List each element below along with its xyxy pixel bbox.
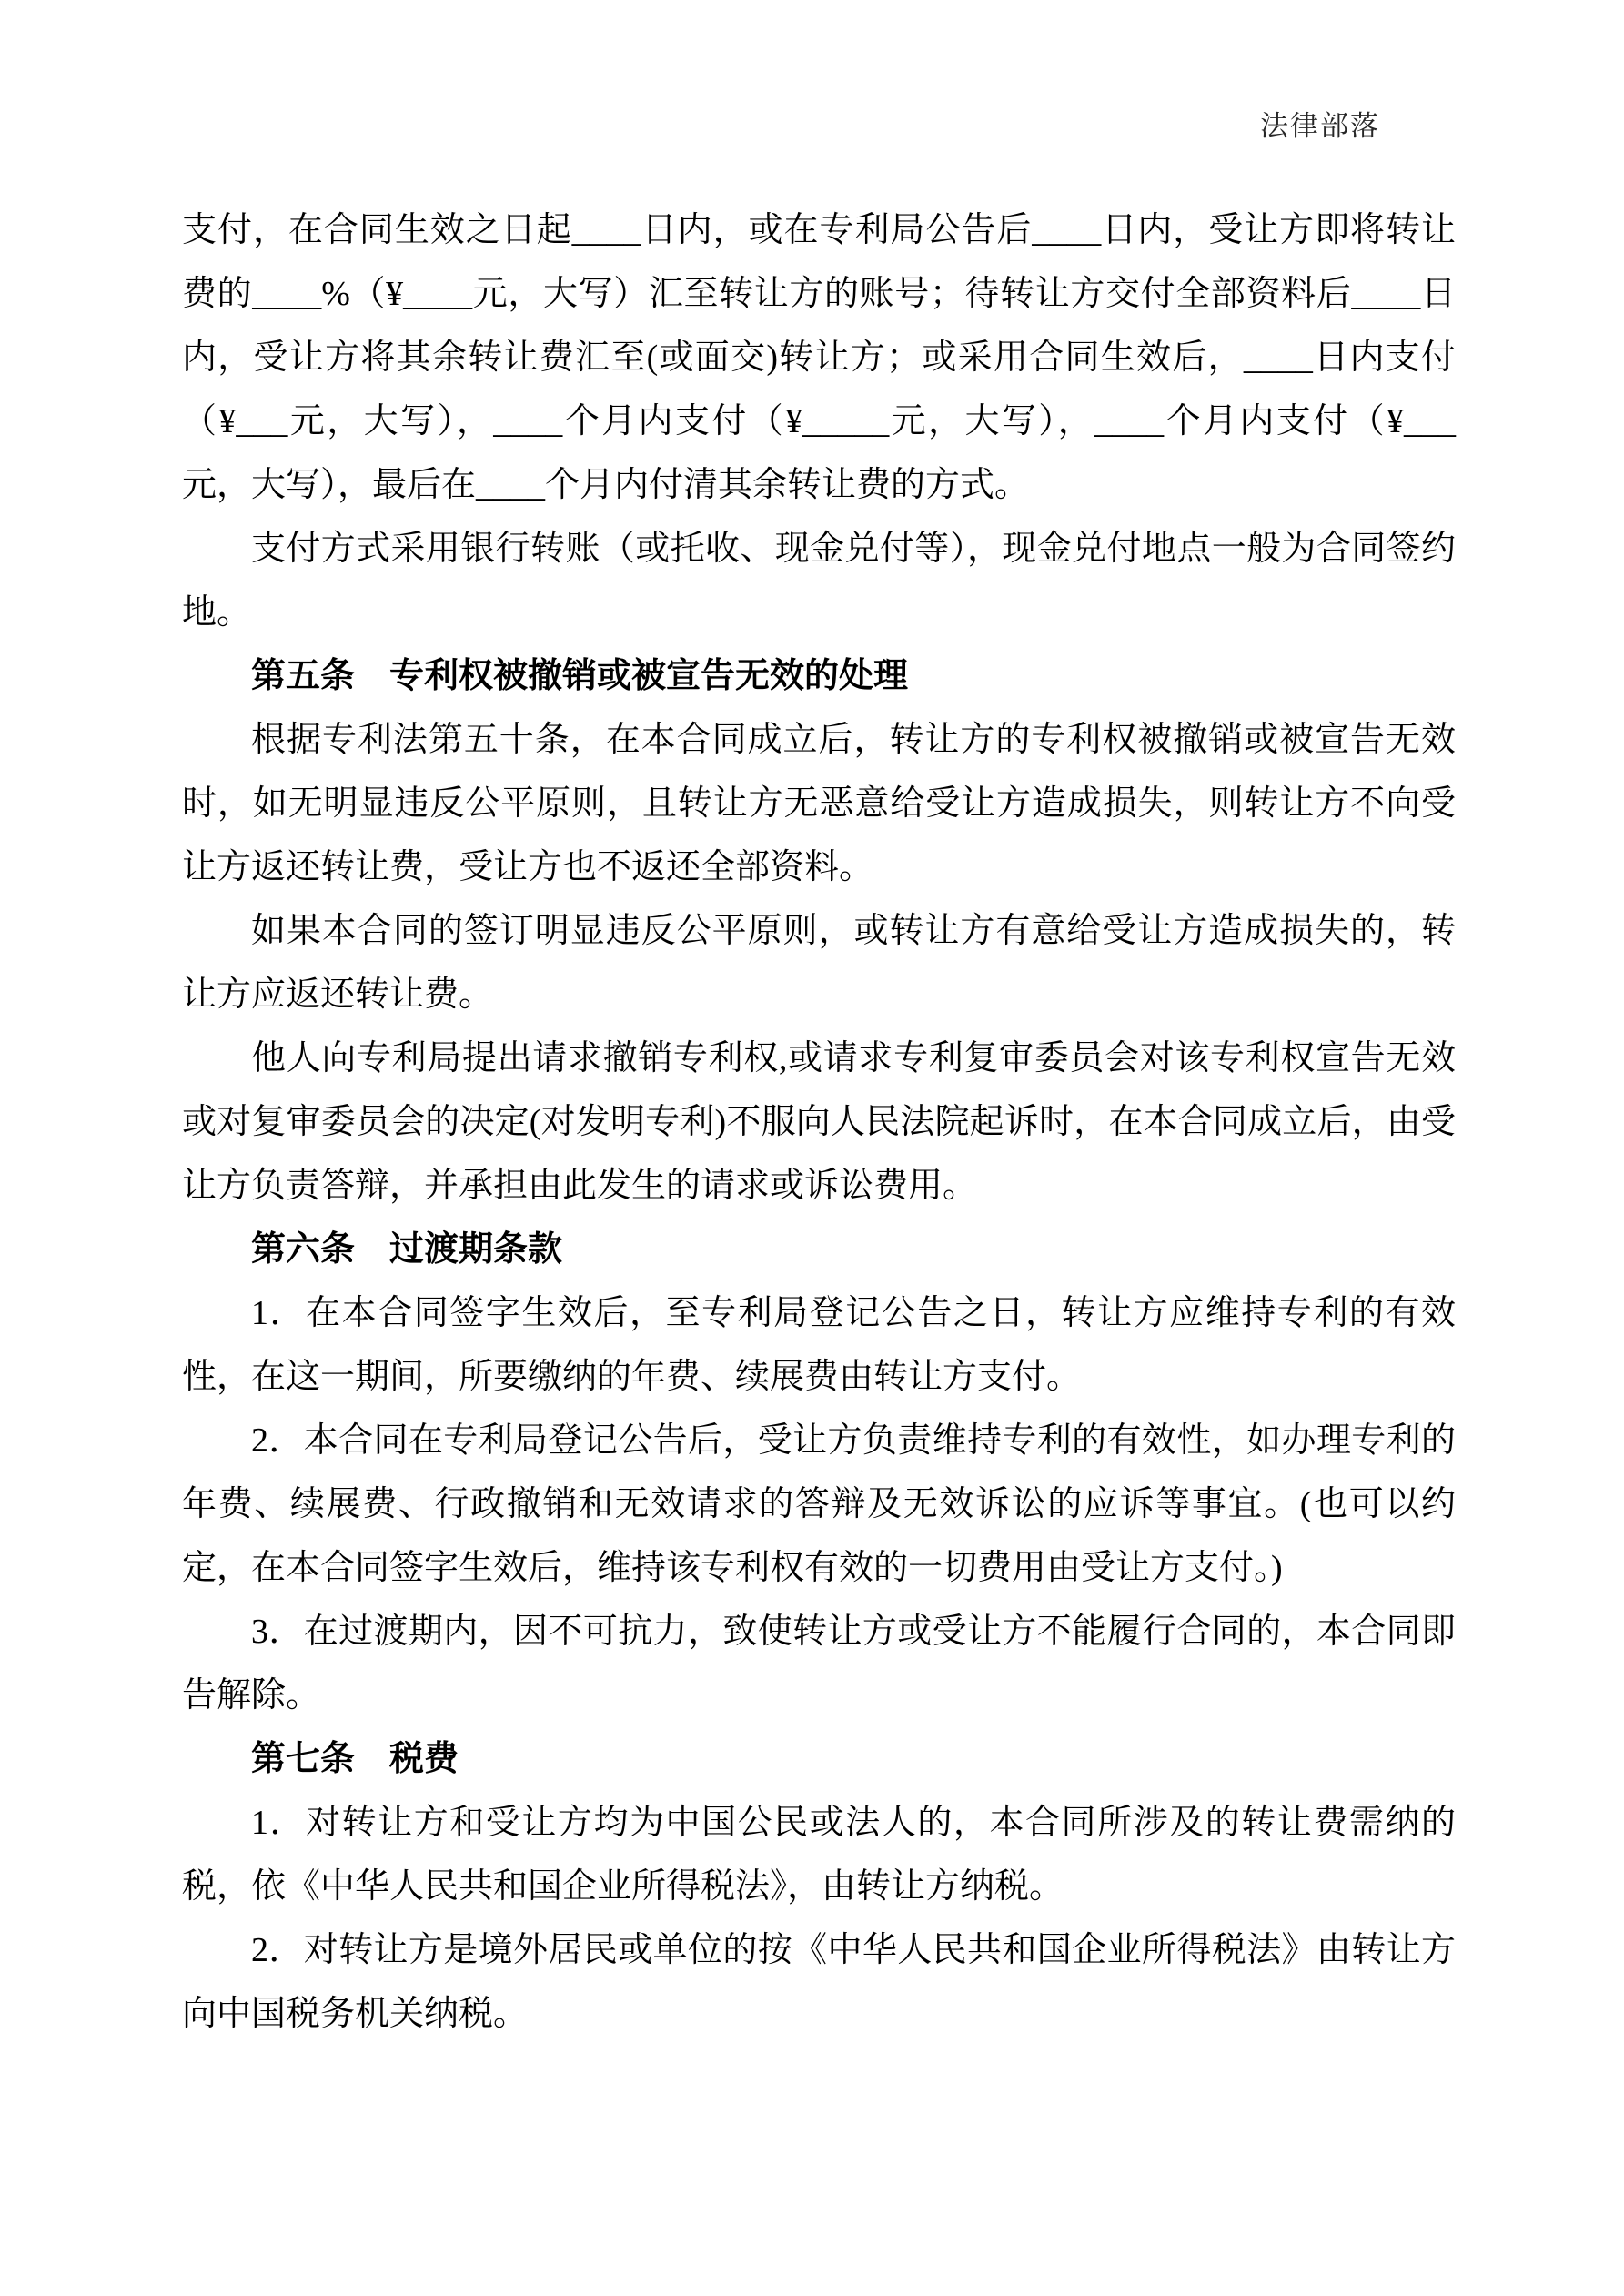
paragraph-clause7-item-2: 2．对转让方是境外居民或单位的按《中华人民共和国企业所得税法》由转让方向中国税务机关纳税。 [182,1931,1456,2033]
paragraph-payment-terms: 支付，在合同生效之日起____日内，或在专利局公告后____日内，受让方即将转让费的____%（¥____元，大写）汇至转让方的账号；待转让方交付全部资料后____日内，受让方将其余转让费汇至(或面交)转让方；或采用合同生效后，____日内支付（¥___元，大写），____个月内支付（¥_____元，大写），____个月内支付（¥___元，大写），最后在____个月内付清其余转让费的方式。 [182,211,1456,504]
paragraph-clause6-item-2: 2．本合同在专利局登记公告后，受让方负责维持专利的有效性，如办理专利的年费、续展费、行政撤销和无效请求的答辩及无效诉讼的应诉等事宜。(也可以约定，在本合同签字生效后，维持该专利权有效的一切费用由受让方支付。) [182,1421,1456,1587]
paragraph-clause6-item-3: 3．在过渡期内，因不可抗力，致使转让方或受让方不能履行合同的，本合同即告解除。 [182,1613,1456,1714]
document-body [182,198,1456,2046]
paragraph-clause6-item-1: 1．在本合同签字生效后，至专利局登记公告之日，转让方应维持专利的有效性，在这一期间，所要缴纳的年费、续展费由转让方支付。 [182,1294,1456,1396]
section-heading-clause-6: 第六条 过渡期条款 [251,1230,563,1269]
section-heading-clause-7: 第七条 税费 [251,1740,459,1778]
section-heading-clause-5: 第五条 专利权被撤销或被宣告无效的处理 [251,657,909,695]
paragraph-clause5-third-party: 他人向专利局提出请求撤销专利权,或请求专利复审委员会对该专利权宣告无效或对复审委员会的决定(对发明专利)不服向人民法院起诉时，在本合同成立后，由受让方负责答辩，并承担由此发生的请求或诉讼费用。 [182,1039,1456,1205]
paragraph-clause7-item-1: 1．对转让方和受让方均为中国公民或法人的，本合同所涉及的转让费需纳的税，依《中华人民共和国企业所得税法》，由转让方纳税。 [182,1804,1456,1906]
paragraph-clause5-refund: 如果本合同的签订明显违反公平原则，或转让方有意给受让方造成损失的，转让方应返还转让费。 [182,912,1456,1014]
paragraph-clause5-revocation: 根据专利法第五十条，在本合同成立后，转让方的专利权被撤销或被宣告无效时，如无明显违反公平原则，且转让方无恶意给受让方造成损失，则转让方不向受让方返还转让费，受让方也不返还全部资料。 [182,721,1456,886]
paragraph-payment-method: 支付方式采用银行转账（或托收、现金兑付等），现金兑付地点一般为合同签约地。 [182,530,1456,632]
brand-watermark: 法律部落 [1260,110,1380,142]
